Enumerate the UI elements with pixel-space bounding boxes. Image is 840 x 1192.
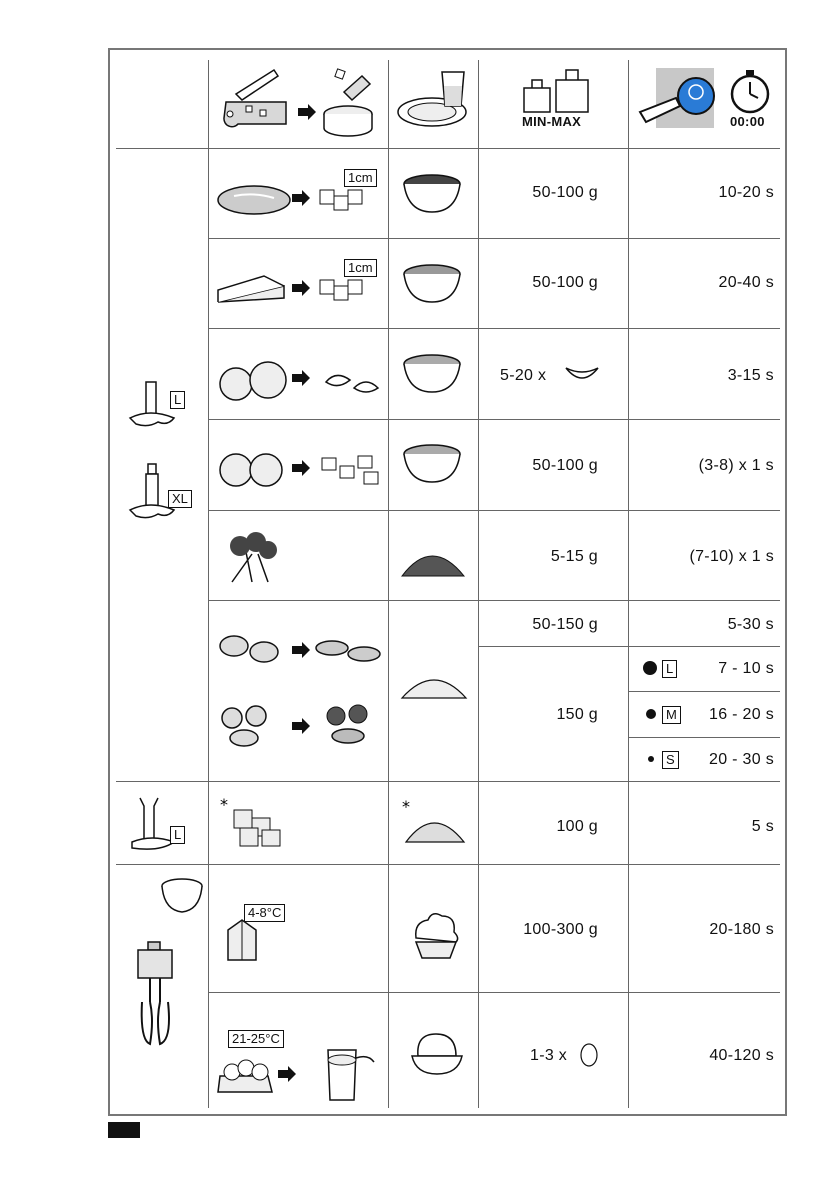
time-value: 5 s (751, 818, 774, 835)
timer-label: 00:00 (730, 114, 765, 129)
language-tab (108, 1122, 140, 1138)
whipped-bowl-icon (408, 1028, 466, 1078)
chopped-bowl-icon (402, 442, 462, 486)
amount-value: 50-150 g (532, 616, 598, 633)
milk-carton-icon (224, 918, 260, 962)
row-divider (208, 328, 780, 329)
col-divider (628, 60, 629, 1108)
time-value: 3-15 s (727, 367, 774, 384)
size-m-label: M (662, 706, 681, 724)
row-divider (116, 148, 780, 149)
onion-icon (214, 442, 384, 492)
garlic-clove-icon (564, 362, 600, 386)
blade-l-label: L (170, 391, 185, 409)
whipped-cream-icon (410, 908, 462, 960)
time-value: 40-120 s (709, 1047, 774, 1064)
row-divider (208, 992, 780, 993)
amount-value: 50-100 g (532, 184, 598, 201)
temperature-label: 21-25°C (228, 1030, 284, 1048)
col-divider (478, 60, 479, 1108)
time-value: (7-10) x 1 s (689, 548, 774, 565)
time-value: 20-40 s (718, 274, 774, 291)
dot-large-icon (642, 660, 658, 676)
row-divider (116, 864, 780, 865)
ice-blade-label: L (170, 826, 185, 844)
svg-text:*: * (220, 795, 228, 814)
amount-value: 50-100 g (532, 274, 598, 291)
ice-cubes-icon (216, 794, 286, 850)
size-l-label: L (662, 660, 677, 678)
minced-bowl-icon (402, 172, 462, 216)
col-divider (208, 60, 209, 1108)
plate-glass-icon (394, 66, 474, 130)
time-value: 20 - 30 s (709, 751, 774, 768)
button-press-icon (636, 68, 716, 128)
powder-icon (400, 662, 468, 702)
dot-small-icon (646, 754, 656, 764)
amount-value: 50-100 g (532, 457, 598, 474)
row-divider (208, 510, 780, 511)
time-value: (3-8) x 1 s (698, 457, 774, 474)
ice-blade-icon (130, 796, 176, 854)
chopped-bowl-icon (402, 352, 462, 396)
egg-icon (580, 1042, 598, 1068)
size-s-label: S (662, 751, 679, 769)
minmax-label: MIN-MAX (522, 114, 582, 129)
weights-icon (520, 66, 592, 116)
whisk-attachment-icon (132, 940, 180, 1048)
time-value: 20-180 s (709, 921, 774, 938)
row-divider (478, 646, 780, 647)
time-value: 16 - 20 s (709, 706, 774, 723)
amount-value: 1-3 x (530, 1047, 568, 1064)
time-value: 5-30 s (727, 616, 774, 633)
row-divider (208, 419, 780, 420)
bowl-icon (160, 876, 204, 916)
row-divider (628, 737, 780, 738)
amount-value: 100 g (556, 818, 598, 835)
chopped-herbs-icon (398, 536, 468, 580)
size-label: 1cm (344, 169, 377, 187)
row-divider (116, 781, 780, 782)
temperature-label: 4-8°C (244, 904, 285, 922)
time-value: 7 - 10 s (718, 660, 774, 677)
amount-value: 150 g (556, 706, 598, 723)
col-divider (388, 60, 389, 1108)
crushed-ice-icon (400, 796, 468, 846)
egg-tray-icon (216, 1048, 376, 1106)
row-divider (208, 600, 780, 601)
size-label: 1cm (344, 259, 377, 277)
grated-bowl-icon (402, 262, 462, 306)
almonds-icon (214, 628, 384, 672)
blade-xl-label: XL (168, 490, 192, 508)
cutting-board-icon (216, 62, 376, 138)
herbs-icon (222, 530, 282, 584)
stopwatch-icon (726, 68, 774, 116)
amount-value: 5-20 x (500, 367, 547, 384)
svg-text:*: * (402, 797, 410, 816)
row-divider (208, 238, 780, 239)
dot-medium-icon (644, 707, 658, 721)
time-value: 10-20 s (718, 184, 774, 201)
garlic-icon (214, 352, 384, 404)
row-divider (628, 691, 780, 692)
amount-value: 5-15 g (550, 548, 598, 565)
hazelnuts-icon (214, 700, 384, 750)
amount-value: 100-300 g (523, 921, 598, 938)
